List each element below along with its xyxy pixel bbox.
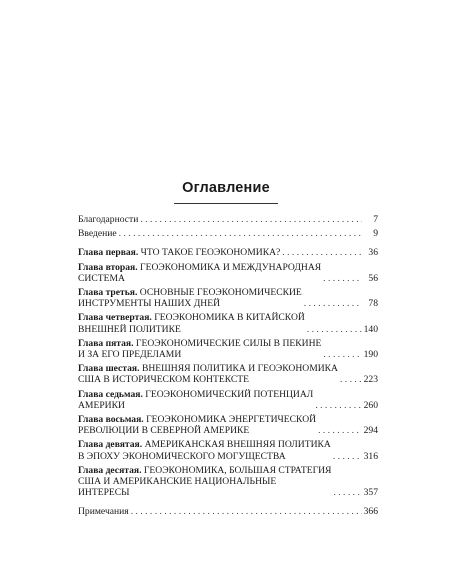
chapter-title-line: ИНСТРУМЕНТЫ НАШИХ ДНЕЙ xyxy=(78,298,220,310)
chapter-label: Глава вторая. xyxy=(78,261,138,273)
chapter-title-line: США И АМЕРИКАНСКИЕ НАЦИОНАЛЬНЫЕ xyxy=(78,476,277,488)
chapter-title-line: РЕВОЛЮЦИИ В СЕВЕРНОЙ АМЕРИКЕ xyxy=(78,425,250,437)
toc-page-number: 316 xyxy=(363,450,378,462)
dot-leader xyxy=(307,324,362,335)
table-of-contents xyxy=(78,214,378,518)
toc-entry-chapter-6[interactable] xyxy=(78,363,378,385)
toc-page-number: 9 xyxy=(373,228,378,240)
dot-leader xyxy=(333,451,362,462)
dot-leader xyxy=(315,400,361,411)
dot-leader xyxy=(119,228,362,239)
chapter-title-line: ОСНОВНЫЕ ГЕОЭКОНОМИЧЕСКИЕ xyxy=(139,287,302,299)
chapter-title-line: АМЕРИКИ xyxy=(78,399,125,411)
chapter-title-line: ГЕОЭКОНОМИЧЕСКИЙ ПОТЕНЦИАЛ xyxy=(145,388,314,400)
toc-entry-acknowledgements[interactable] xyxy=(78,214,378,225)
dot-leader xyxy=(323,349,361,360)
chapter-title-line: ГЕОЭКОНОМИКА ЭНЕРГЕТИЧЕСКОЙ xyxy=(146,414,317,426)
chapter-label: Глава пятая. xyxy=(78,337,134,349)
chapter-title-line: СИСТЕМА xyxy=(78,272,125,284)
dot-leader xyxy=(323,273,362,284)
chapter-label: Глава первая. xyxy=(78,247,139,259)
chapter-title-line: ГЕОЭКОНОМИКА В КИТАЙСКОЙ xyxy=(154,312,305,324)
dot-leader xyxy=(318,425,362,436)
toc-title: Оглавление xyxy=(182,180,270,196)
chapter-title-line: ЧТО ТАКОЕ ГЕОЭКОНОМИКА? xyxy=(140,247,281,259)
chapter-label: Глава шестая. xyxy=(78,363,140,375)
toc-entry-chapter-8[interactable] xyxy=(78,414,378,436)
toc-page-number: 294 xyxy=(363,425,378,437)
chapter-title-line: США В ИСТОРИЧЕСКОМ КОНТЕКСТЕ xyxy=(78,374,249,386)
toc-page-number: 56 xyxy=(368,272,378,284)
toc-entry-title: Благодарности xyxy=(78,214,139,225)
toc-entry-chapter-9[interactable] xyxy=(78,439,378,461)
chapter-label: Глава девятая. xyxy=(78,439,143,451)
toc-entry-chapter-1[interactable] xyxy=(78,247,378,258)
toc-entry-chapter-7[interactable] xyxy=(78,389,378,411)
toc-page-number: 190 xyxy=(363,349,378,361)
toc-entry-chapter-5[interactable] xyxy=(78,338,378,360)
dot-leader xyxy=(340,374,362,385)
dot-leader xyxy=(333,487,361,498)
chapter-label: Глава десятая. xyxy=(78,464,142,476)
chapter-title-line: ИНТЕРЕСЫ xyxy=(78,487,130,499)
dot-leader xyxy=(131,506,362,517)
dot-leader xyxy=(304,298,362,309)
toc-page-number: 78 xyxy=(368,298,378,310)
toc-page-number: 36 xyxy=(368,247,378,259)
toc-entry-title: Примечания xyxy=(78,506,129,518)
chapter-title-line: ГЕОЭКОНОМИЧЕСКИЕ СИЛЫ В ПЕКИНЕ xyxy=(135,337,322,349)
toc-page-number: 140 xyxy=(363,323,378,335)
chapter-title-line: ГЕОЭКОНОМИКА И МЕЖДУНАРОДНАЯ xyxy=(140,261,322,273)
chapter-label: Глава седьмая. xyxy=(78,388,143,400)
toc-page-number: 7 xyxy=(373,214,378,225)
toc-page-number: 260 xyxy=(363,399,378,411)
chapter-label: Глава четвертая. xyxy=(78,312,152,324)
dot-leader xyxy=(282,247,362,258)
chapter-title-line: И ЗА ЕГО ПРЕДЕЛАМИ xyxy=(78,349,182,361)
toc-page-number: 223 xyxy=(363,374,378,386)
chapter-title-line: ГЕОЭКОНОМИКА, БОЛЬШАЯ СТРАТЕГИЯ xyxy=(143,464,332,476)
dot-leader xyxy=(140,214,362,225)
toc-entry-chapter-3[interactable] xyxy=(78,287,378,309)
toc-entry-introduction[interactable] xyxy=(78,228,378,239)
chapter-label: Глава третья. xyxy=(78,287,138,299)
toc-entry-notes[interactable] xyxy=(78,506,378,517)
toc-page-number: 357 xyxy=(363,487,378,499)
chapter-title-line: АМЕРИКАНСКАЯ ВНЕШНЯЯ ПОЛИТИКА xyxy=(144,439,331,451)
toc-entry-title: Введение xyxy=(78,228,117,240)
toc-entry-chapter-10[interactable] xyxy=(78,465,378,499)
title-underline xyxy=(174,203,278,204)
toc-page-number: 366 xyxy=(363,506,378,518)
toc-entry-chapter-4[interactable] xyxy=(78,312,378,334)
chapter-title-line: ВНЕШНЯЯ ПОЛИТИКА И ГЕОЭКОНОМИКА xyxy=(141,363,338,375)
chapter-label: Глава восьмая. xyxy=(78,414,144,426)
chapter-title-line: В ЭПОХУ ЭКОНОМИЧЕСКОГО МОГУЩЕСТВА xyxy=(78,450,286,462)
toc-entry-chapter-2[interactable] xyxy=(78,262,378,284)
chapter-title-line: ВНЕШНЕЙ ПОЛИТИКЕ xyxy=(78,323,181,335)
